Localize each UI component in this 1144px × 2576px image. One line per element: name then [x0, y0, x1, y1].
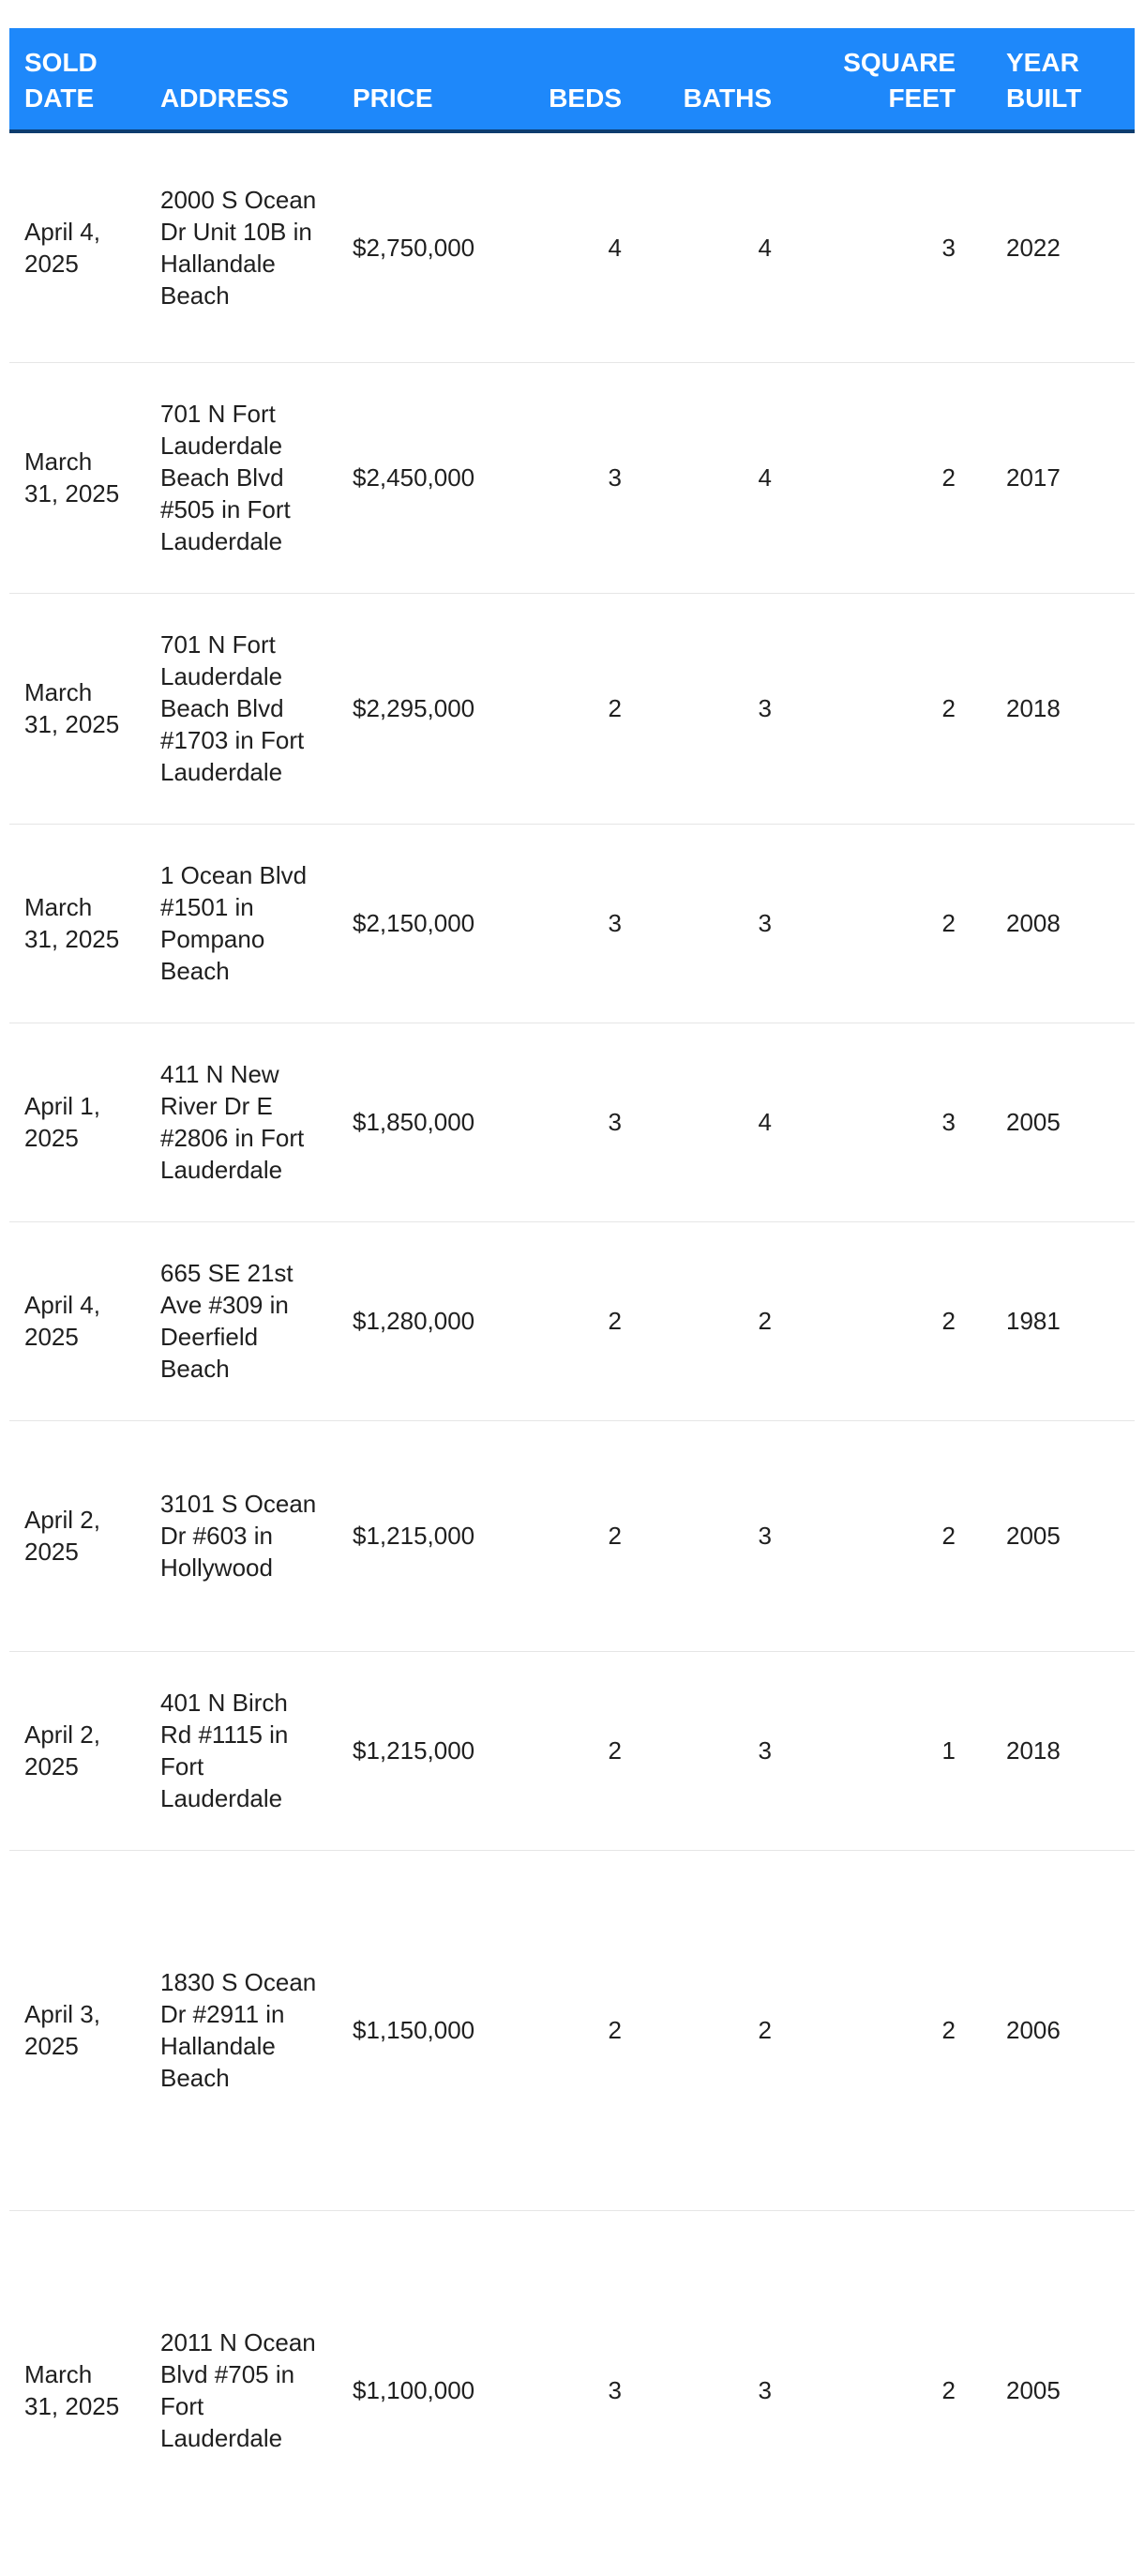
cell-price: $1,850,000: [353, 1108, 475, 1136]
table-row: [9, 1023, 1135, 1221]
cell-year-built: 2018: [1006, 1736, 1061, 1765]
cell-year-built: 2006: [1006, 2016, 1061, 2044]
table-row: [9, 362, 1135, 593]
cell-baths: 3: [758, 2376, 772, 2405]
header-sold-date: SOLD DATE: [24, 48, 98, 113]
header-address: ADDRESS: [160, 83, 289, 113]
cell-price: $2,150,000: [353, 909, 475, 937]
cell-baths: 3: [758, 1736, 772, 1765]
cell-square-feet: 2: [941, 2016, 956, 2044]
sales-table-container: [9, 28, 1135, 2570]
table-body: [9, 131, 1135, 2570]
cell-year-built: 2022: [1006, 233, 1061, 262]
header-row: [9, 28, 1135, 131]
cell-address: 3101 S Ocean Dr #603 in Hollywood: [160, 1490, 317, 1582]
cell-baths: 4: [758, 1108, 772, 1136]
cell-baths: 4: [758, 233, 772, 262]
cell-beds: 2: [608, 1736, 622, 1765]
table-row: [9, 1850, 1135, 2210]
cell-price: $1,150,000: [353, 2016, 475, 2044]
cell-price: $1,215,000: [353, 1736, 475, 1765]
cell-price: $2,750,000: [353, 233, 475, 262]
cell-address: 411 N New River Dr E #2806 in Fort Lauderdale: [160, 1060, 305, 1184]
cell-sold-date: April 2, 2025: [24, 1720, 100, 1780]
cell-beds: 3: [608, 1108, 622, 1136]
cell-sold-date: March 31, 2025: [24, 678, 120, 738]
cell-address: 701 N Fort Lauderdale Beach Blvd #1703 in Fort Lauderdale: [160, 630, 305, 786]
cell-square-feet: 2: [941, 2376, 956, 2405]
cell-address: 401 N Birch Rd #1115 in Fort Lauderdale: [160, 1689, 289, 1812]
cell-year-built: 2005: [1006, 1108, 1061, 1136]
cell-price: $2,450,000: [353, 463, 475, 492]
cell-square-feet: 2: [941, 694, 956, 722]
cell-year-built: 2005: [1006, 2376, 1061, 2405]
cell-year-built: 1981: [1006, 1307, 1061, 1335]
cell-baths: 3: [758, 1522, 772, 1550]
cell-address: 1830 S Ocean Dr #2911 in Hallandale Beach: [160, 1968, 317, 2092]
cell-square-feet: 3: [941, 233, 956, 262]
table-row: [9, 593, 1135, 824]
cell-beds: 2: [608, 2016, 622, 2044]
cell-sold-date: April 4, 2025: [24, 217, 100, 278]
cell-address: 701 N Fort Lauderdale Beach Blvd #505 in Fort Lauderdale: [160, 400, 291, 555]
cell-baths: 2: [758, 2016, 772, 2044]
cell-beds: 4: [608, 233, 622, 262]
cell-square-feet: 1: [941, 1736, 956, 1765]
table-row: [9, 824, 1135, 1023]
cell-sold-date: March 31, 2025: [24, 893, 120, 953]
cell-square-feet: 3: [941, 1108, 956, 1136]
cell-square-feet: 2: [941, 463, 956, 492]
recent-sales-table: [9, 28, 1135, 2570]
cell-sold-date: April 3, 2025: [24, 2000, 100, 2060]
cell-address: 2000 S Ocean Dr Unit 10B in Hallandale Beach: [160, 185, 317, 310]
cell-baths: 4: [758, 463, 772, 492]
cell-square-feet: 2: [941, 1522, 956, 1550]
cell-beds: 3: [608, 2376, 622, 2405]
cell-year-built: 2018: [1006, 694, 1061, 722]
cell-beds: 2: [608, 1522, 622, 1550]
cell-price: $1,215,000: [353, 1522, 475, 1550]
cell-address: 1 Ocean Blvd #1501 in Pompano Beach: [160, 861, 308, 985]
cell-sold-date: April 2, 2025: [24, 1506, 100, 1566]
header-baths: BATHS: [683, 83, 772, 113]
cell-square-feet: 2: [941, 1307, 956, 1335]
cell-baths: 2: [758, 1307, 772, 1335]
cell-beds: 3: [608, 463, 622, 492]
cell-sold-date: March 31, 2025: [24, 2360, 120, 2421]
header-square-feet: SQUARE FEET: [843, 48, 956, 113]
table-row: [9, 1651, 1135, 1850]
cell-sold-date: April 4, 2025: [24, 1291, 100, 1351]
header-year-built: YEAR BUILT: [1006, 48, 1082, 113]
cell-price: $2,295,000: [353, 694, 475, 722]
cell-beds: 2: [608, 694, 622, 722]
cell-year-built: 2008: [1006, 909, 1061, 937]
cell-sold-date: April 1, 2025: [24, 1092, 100, 1152]
table-row: [9, 1420, 1135, 1651]
cell-beds: 2: [608, 1307, 622, 1335]
table-header: [9, 28, 1135, 131]
cell-year-built: 2005: [1006, 1522, 1061, 1550]
cell-square-feet: 2: [941, 909, 956, 937]
header-price: PRICE: [353, 83, 433, 113]
cell-beds: 3: [608, 909, 622, 937]
table-row: [9, 1221, 1135, 1420]
header-beds: BEDS: [549, 83, 622, 113]
cell-address: 2011 N Ocean Blvd #705 in Fort Lauderdale: [160, 2328, 316, 2453]
cell-price: $1,100,000: [353, 2376, 475, 2405]
cell-price: $1,280,000: [353, 1307, 475, 1335]
table-row: [9, 131, 1135, 362]
cell-address: 665 SE 21st Ave #309 in Deerfield Beach: [160, 1259, 294, 1383]
cell-sold-date: March 31, 2025: [24, 447, 120, 508]
cell-baths: 3: [758, 909, 772, 937]
table-row: [9, 2210, 1135, 2570]
cell-year-built: 2017: [1006, 463, 1061, 492]
cell-baths: 3: [758, 694, 772, 722]
